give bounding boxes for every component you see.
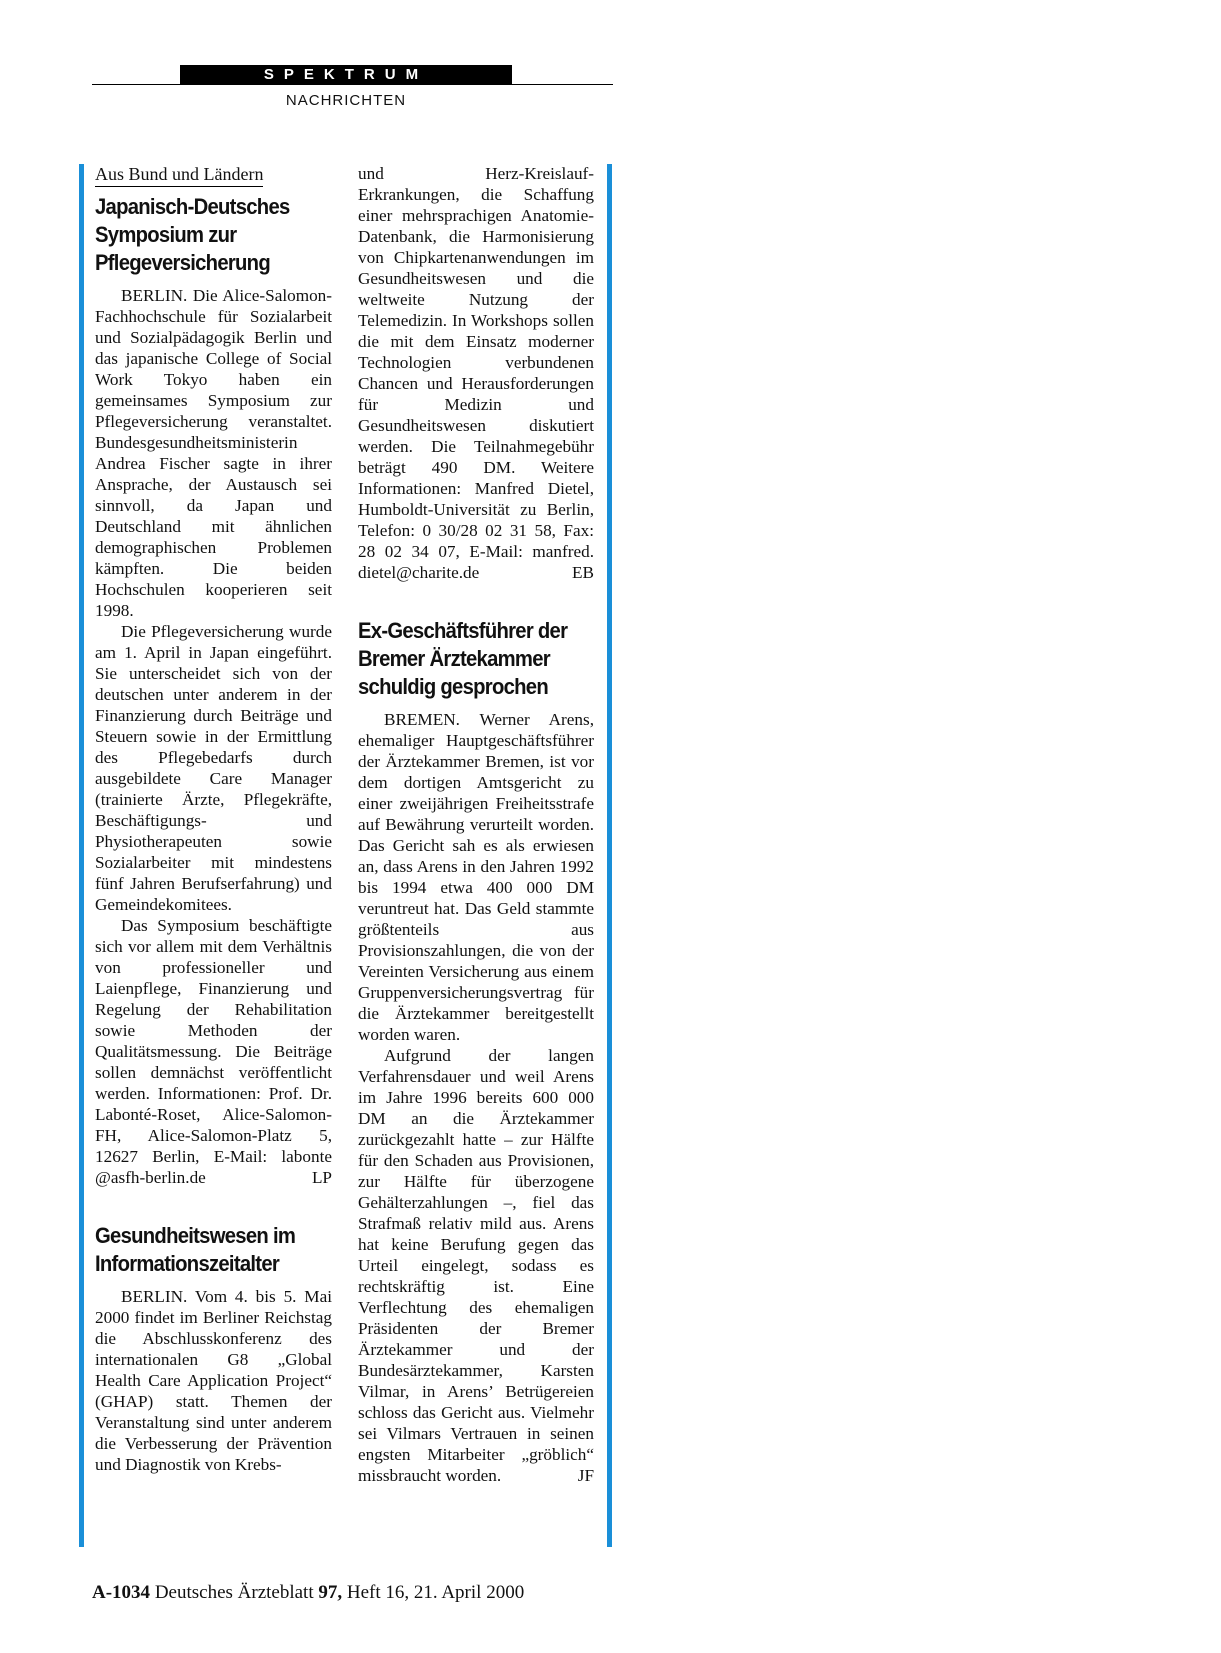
author-signature: LP bbox=[311, 1168, 332, 1187]
article-headline-symposium: Japanisch-Deutsches Symposium zur Pflegeversicherung bbox=[95, 194, 290, 275]
right-accent-bar bbox=[607, 164, 612, 1547]
author-signature: JF bbox=[577, 1466, 594, 1485]
volume-number: 97, bbox=[318, 1582, 343, 1603]
article-paragraph: Die Pflegeversicherung wurde am 1. April in Japan eingeführt. Sie unterscheidet sich von der deutschen unter anderem in der Finanzierung durch Beiträge und Steuern sowie in der Ermittlung des Pflegebedarfs durch ausgebildete Care Manager (trainierte Ärzte, Pflegekräfte, Beschäftigungs- und Physiotherapeuten sowie Sozialarbeiter mit mindestens fünf Jahren Berufserfahrung) und Gemeindekomitees. bbox=[95, 622, 332, 914]
author-signature: EB bbox=[572, 563, 594, 582]
article-paragraph bbox=[95, 915, 332, 1188]
article-text: Aufgrund der langen Verfahrensdauer und weil Arens im Jahre 1996 bereits 600 000 DM an die Ärztekammer zurückgezahlt hatte – zur Hälfte für den Schaden aus Provisionen, zur Hälfte für überzogene Gehälterzahlungen –, fiel das Strafmaß relativ mild aus. Arens hat keine Berufung gegen das Urteil eingelegt, sodass es rechtskräftig ist. Eine Verflechtung des ehemaligen Präsidenten der Bremer Ärztekammer und der Bundesärztekammer, Karsten Vilmar, in Arens’ Betrügereien schloss das Gericht aus. Vielmehr sei Vilmars Vertrauen in seinen engsten Mitarbeiter „gröblich“ missbraucht worden. bbox=[358, 1046, 594, 1485]
kicker: Aus Bund und Ländern bbox=[95, 163, 263, 187]
article-paragraph bbox=[358, 163, 594, 583]
journal-name: Deutsches Ärzteblatt bbox=[154, 1582, 314, 1603]
right-column bbox=[358, 163, 594, 1486]
article-text: und Herz-Kreislauf-Erkrankungen, die Schaffung einer mehrsprachigen Anatomie-Datenbank, die Harmonisierung von Chipkartenanwendungen im Gesundheitswesen und die weltweite Nutzung der Telemedizin. In Workshops sollen die mit dem Einsatz moderner Technologien verbundenen Chancen und Herausforderungen für Medizin und Gesundheitswesen diskutiert werden. Die Teilnahmegebühr beträgt 490 DM. Weitere Informationen: Manfred Dietel, Humboldt-Universität zu Berlin, Telefon: 0 30/28 02 31 58, Fax: 28 02 34 07, E-Mail: manfred. dietel@charite.de bbox=[358, 164, 594, 582]
article-paragraph: BERLIN. Vom 4. bis 5. Mai 2000 findet im Berliner Reichstag die Abschlusskonferenz des internationalen G8 „Global Health Care Application Project“ (GHAP) statt. Themen der Veranstaltung sind unter anderem die Verbesserung der Prävention und Diagnostik von Krebs- bbox=[95, 1287, 332, 1474]
article-headline-aerztekammer: Ex-Geschäftsführer der Bremer Ärztekammer schuldig gesprochen bbox=[358, 618, 568, 699]
section-label: SPEKTRUM bbox=[180, 65, 512, 85]
article-paragraph: BREMEN. Werner Arens, ehemaliger Hauptgeschäftsführer der Ärztekammer Bremen, ist vor dem dortigen Amtsgericht zu einer zweijährigen Freiheitsstrafe auf Bewährung verurteilt worden. Das Gericht sah es als erwiesen an, dass Arens in den Jahren 1992 bis 1994 etwa 400 000 DM veruntreut hat. Das Geld stammte größtenteils aus Provisionszahlungen, die von der Vereinten Versicherung aus einem Gruppenversicherungsvertrag für die Ärztekammer bereitgestellt worden waren. bbox=[358, 710, 594, 1044]
issue-info: Heft 16, 21. April 2000 bbox=[346, 1582, 525, 1603]
subsection-label: NACHRICHTEN bbox=[285, 92, 407, 109]
article-text: Das Symposium beschäftigte sich vor allem mit dem Verhältnis von professioneller und Laienpflege, Finanzierung und Regelung der Rehabilitation sowie Methoden der Qualitätsmessung. Die Beiträge sollen demnächst veröffentlicht werden. Informationen: Prof. Dr. Labonté-Roset, Alice-Salomon-FH, Alice-Salomon-Platz 5, 12627 Berlin, E-Mail: labonte @asfh-berlin.de bbox=[95, 916, 332, 1187]
page-footer bbox=[92, 1582, 524, 1604]
left-accent-bar bbox=[79, 164, 84, 1547]
page-number: A-1034 bbox=[92, 1582, 151, 1603]
article-paragraph bbox=[358, 1045, 594, 1486]
article-paragraph: BERLIN. Die Alice-Salomon-Fachhochschule für Sozialarbeit und Sozialpädagogik Berlin und das japanische College of Social Work Tokyo haben ein gemeinsames Symposium zur Pflegeversicherung veranstaltet. Bundesgesundheitsministerin Andrea Fischer sagte in ihrer Ansprache, der Austausch sei sinnvoll, da Japan und Deutschland mit ähnlichen demographischen Problemen kämpften. Die beiden Hochschulen kooperieren seit 1998. bbox=[95, 286, 332, 620]
article-headline-informationszeitalter: Gesundheitswesen im Informationszeitalter bbox=[95, 1223, 296, 1276]
left-column bbox=[95, 163, 332, 1475]
